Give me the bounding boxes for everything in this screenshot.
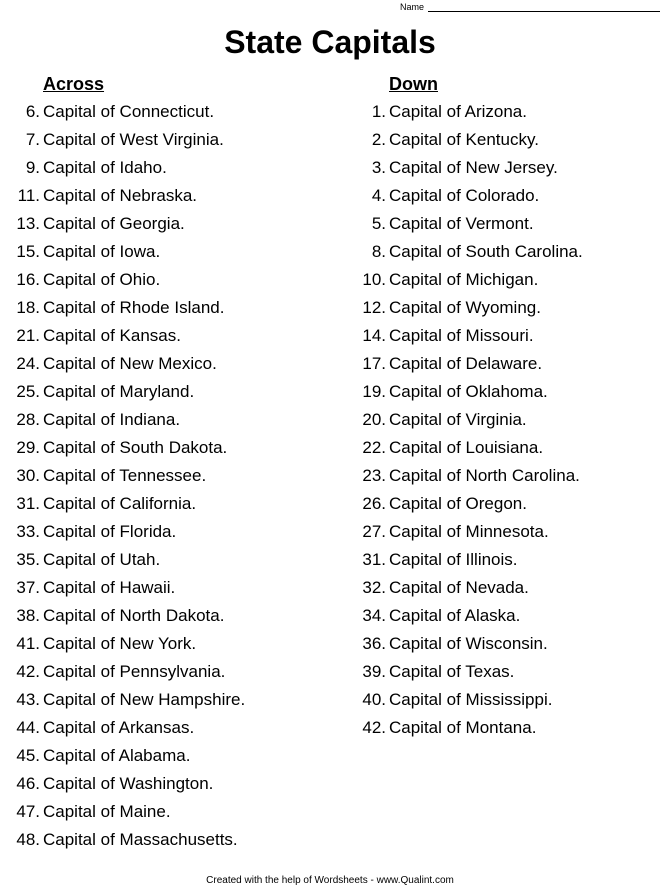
clue-number: 4. bbox=[371, 186, 386, 205]
clue-text: Capital of Wisconsin. bbox=[389, 634, 548, 653]
clue-number: 38. bbox=[16, 606, 40, 625]
clue-item bbox=[346, 406, 583, 434]
clue-item bbox=[0, 238, 245, 266]
clue-item bbox=[0, 98, 245, 126]
clue-item bbox=[0, 490, 245, 518]
clue-text: Capital of Nebraska. bbox=[43, 186, 198, 205]
clue-item bbox=[0, 630, 245, 658]
clue-number: 5. bbox=[371, 214, 386, 233]
clue-item bbox=[0, 602, 245, 630]
clue-text: Capital of New York. bbox=[43, 634, 197, 653]
clue-number: 16. bbox=[16, 270, 40, 289]
clue-number: 29. bbox=[16, 438, 40, 457]
clue-text: Capital of California. bbox=[43, 494, 197, 513]
clue-item bbox=[346, 210, 583, 238]
clue-text: Capital of Missouri. bbox=[389, 326, 534, 345]
clue-number: 2. bbox=[371, 130, 386, 149]
clue-item bbox=[0, 518, 245, 546]
clue-text: Capital of Colorado. bbox=[389, 186, 540, 205]
clue-text: Capital of Connecticut. bbox=[43, 102, 215, 121]
clue-item bbox=[346, 434, 583, 462]
clue-text: Capital of South Carolina. bbox=[389, 242, 583, 261]
clue-number: 11. bbox=[17, 186, 40, 205]
clue-text: Capital of Iowa. bbox=[43, 242, 161, 261]
clue-text: Capital of South Dakota. bbox=[43, 438, 228, 457]
clue-number: 42. bbox=[362, 718, 386, 737]
clue-item bbox=[0, 546, 245, 574]
clue-number: 39. bbox=[362, 662, 386, 681]
clue-number: 43. bbox=[16, 690, 40, 709]
clue-item bbox=[346, 630, 583, 658]
clue-number: 9. bbox=[25, 158, 40, 177]
clue-number: 13. bbox=[16, 214, 40, 233]
across-heading: Across bbox=[43, 74, 105, 94]
clue-text: Capital of Illinois. bbox=[389, 550, 518, 569]
clue-item bbox=[346, 322, 583, 350]
clue-text: Capital of Virginia. bbox=[389, 410, 527, 429]
clue-number: 18. bbox=[16, 298, 40, 317]
clue-item bbox=[346, 602, 583, 630]
clue-item bbox=[0, 462, 245, 490]
clue-item bbox=[0, 294, 245, 322]
clue-number: 37. bbox=[16, 578, 40, 597]
clue-number: 32. bbox=[362, 578, 386, 597]
clue-item bbox=[346, 238, 583, 266]
clue-text: Capital of Michigan. bbox=[389, 270, 539, 289]
clue-item bbox=[346, 714, 583, 742]
clue-item bbox=[346, 266, 583, 294]
clue-item bbox=[346, 518, 583, 546]
clue-text: Capital of Montana. bbox=[389, 718, 537, 737]
clue-text: Capital of Idaho. bbox=[43, 158, 167, 177]
name-field bbox=[400, 0, 660, 12]
clue-item bbox=[346, 350, 583, 378]
clue-text: Capital of New Jersey. bbox=[389, 158, 558, 177]
clue-text: Capital of Georgia. bbox=[43, 214, 185, 233]
clue-number: 36. bbox=[362, 634, 386, 653]
clue-number: 40. bbox=[362, 690, 386, 709]
clue-item bbox=[0, 182, 245, 210]
clue-item bbox=[0, 686, 245, 714]
clue-text: Capital of Arkansas. bbox=[43, 718, 195, 737]
clue-item bbox=[346, 686, 583, 714]
clue-item bbox=[0, 406, 245, 434]
clue-item bbox=[0, 350, 245, 378]
clue-item bbox=[346, 98, 583, 126]
clue-number: 17. bbox=[362, 354, 386, 373]
clue-number: 26. bbox=[362, 494, 386, 513]
clue-number: 41. bbox=[16, 634, 40, 653]
clue-number: 19. bbox=[362, 382, 386, 401]
clue-number: 30. bbox=[16, 466, 40, 485]
clue-number: 7. bbox=[25, 130, 40, 149]
clue-number: 46. bbox=[16, 774, 40, 793]
clue-text: Capital of Ohio. bbox=[43, 270, 161, 289]
clue-item bbox=[0, 154, 245, 182]
clue-number: 1. bbox=[371, 102, 386, 121]
clue-text: Capital of Oklahoma. bbox=[389, 382, 548, 401]
clue-item bbox=[0, 742, 245, 770]
clue-number: 25. bbox=[16, 382, 40, 401]
clue-number: 31. bbox=[16, 494, 40, 513]
clue-number: 33. bbox=[16, 522, 40, 541]
clue-item bbox=[346, 462, 583, 490]
clue-item bbox=[346, 490, 583, 518]
clue-number: 35. bbox=[16, 550, 40, 569]
clue-text: Capital of Minnesota. bbox=[389, 522, 549, 541]
clue-number: 8. bbox=[371, 242, 386, 261]
clue-text: Capital of Oregon. bbox=[389, 494, 527, 513]
clue-text: Capital of Pennsylvania. bbox=[43, 662, 226, 681]
clue-text: Capital of Indiana. bbox=[43, 410, 181, 429]
clue-text: Capital of Kentucky. bbox=[389, 130, 539, 149]
clue-number: 47. bbox=[16, 802, 40, 821]
clue-text: Capital of West Virginia. bbox=[43, 130, 224, 149]
clue-item bbox=[0, 126, 245, 154]
clue-number: 34. bbox=[362, 606, 386, 625]
clue-number: 24. bbox=[16, 354, 40, 373]
clue-text: Capital of Alaska. bbox=[389, 606, 521, 625]
clue-item bbox=[0, 770, 245, 798]
clue-item bbox=[0, 826, 245, 854]
clue-text: Capital of North Dakota. bbox=[43, 606, 225, 625]
clue-text: Capital of Louisiana. bbox=[389, 438, 544, 457]
clue-text: Capital of Kansas. bbox=[43, 326, 181, 345]
clue-number: 23. bbox=[362, 466, 386, 485]
clue-number: 31. bbox=[362, 550, 386, 569]
clue-text: Capital of New Hampshire. bbox=[43, 690, 246, 709]
clue-number: 6. bbox=[25, 102, 40, 121]
clue-item bbox=[0, 574, 245, 602]
clue-text: Capital of North Carolina. bbox=[389, 466, 580, 485]
clue-item bbox=[0, 322, 245, 350]
name-blank-line bbox=[428, 2, 660, 12]
clue-text: Capital of New Mexico. bbox=[43, 354, 217, 373]
clue-item bbox=[346, 574, 583, 602]
clue-text: Capital of Arizona. bbox=[389, 102, 527, 121]
clue-item bbox=[0, 434, 245, 462]
clue-item bbox=[0, 658, 245, 686]
clue-number: 21. bbox=[16, 326, 40, 345]
clue-text: Capital of Delaware. bbox=[389, 354, 543, 373]
clue-text: Capital of Wyoming. bbox=[389, 298, 541, 317]
down-heading: Down bbox=[389, 74, 438, 94]
clue-item bbox=[0, 798, 245, 826]
clue-number: 44. bbox=[16, 718, 40, 737]
clue-text: Capital of Nevada. bbox=[389, 578, 529, 597]
clue-number: 22. bbox=[362, 438, 386, 457]
clue-item bbox=[0, 714, 245, 742]
clue-text: Capital of Rhode Island. bbox=[43, 298, 225, 317]
clue-number: 15. bbox=[16, 242, 40, 261]
clue-number: 45. bbox=[16, 746, 40, 765]
clue-item bbox=[346, 658, 583, 686]
clue-number: 10. bbox=[362, 270, 386, 289]
clue-number: 42. bbox=[16, 662, 40, 681]
clue-text: Capital of Mississippi. bbox=[389, 690, 553, 709]
name-label: Name bbox=[400, 2, 425, 12]
clue-number: 3. bbox=[371, 158, 386, 177]
clue-text: Capital of Texas. bbox=[389, 662, 515, 681]
clue-text: Capital of Maine. bbox=[43, 802, 171, 821]
clue-text: Capital of Washington. bbox=[43, 774, 214, 793]
clue-text: Capital of Utah. bbox=[43, 550, 161, 569]
clue-number: 20. bbox=[362, 410, 386, 429]
clue-text: Capital of Alabama. bbox=[43, 746, 191, 765]
clue-number: 28. bbox=[16, 410, 40, 429]
footer-credit: Created with the help of Wordsheets - www.Qualint.com bbox=[206, 875, 454, 886]
clue-number: 14. bbox=[362, 326, 386, 345]
across-clue-list bbox=[0, 98, 245, 854]
clue-text: Capital of Massachusetts. bbox=[43, 830, 238, 849]
clue-item bbox=[346, 546, 583, 574]
clue-item bbox=[346, 294, 583, 322]
clue-item bbox=[346, 154, 583, 182]
clue-item bbox=[346, 182, 583, 210]
clue-number: 27. bbox=[362, 522, 386, 541]
clue-text: Capital of Hawaii. bbox=[43, 578, 176, 597]
clue-text: Capital of Maryland. bbox=[43, 382, 195, 401]
clue-number: 12. bbox=[362, 298, 386, 317]
clue-item bbox=[0, 378, 245, 406]
clue-text: Capital of Vermont. bbox=[389, 214, 534, 233]
clue-text: Capital of Tennessee. bbox=[43, 466, 207, 485]
clue-item bbox=[346, 378, 583, 406]
down-clue-list bbox=[346, 98, 583, 742]
clue-item bbox=[0, 266, 245, 294]
clue-number: 48. bbox=[16, 830, 40, 849]
clue-item bbox=[0, 210, 245, 238]
clue-item bbox=[346, 126, 583, 154]
clue-text: Capital of Florida. bbox=[43, 522, 177, 541]
page-title: State Capitals bbox=[224, 24, 436, 60]
